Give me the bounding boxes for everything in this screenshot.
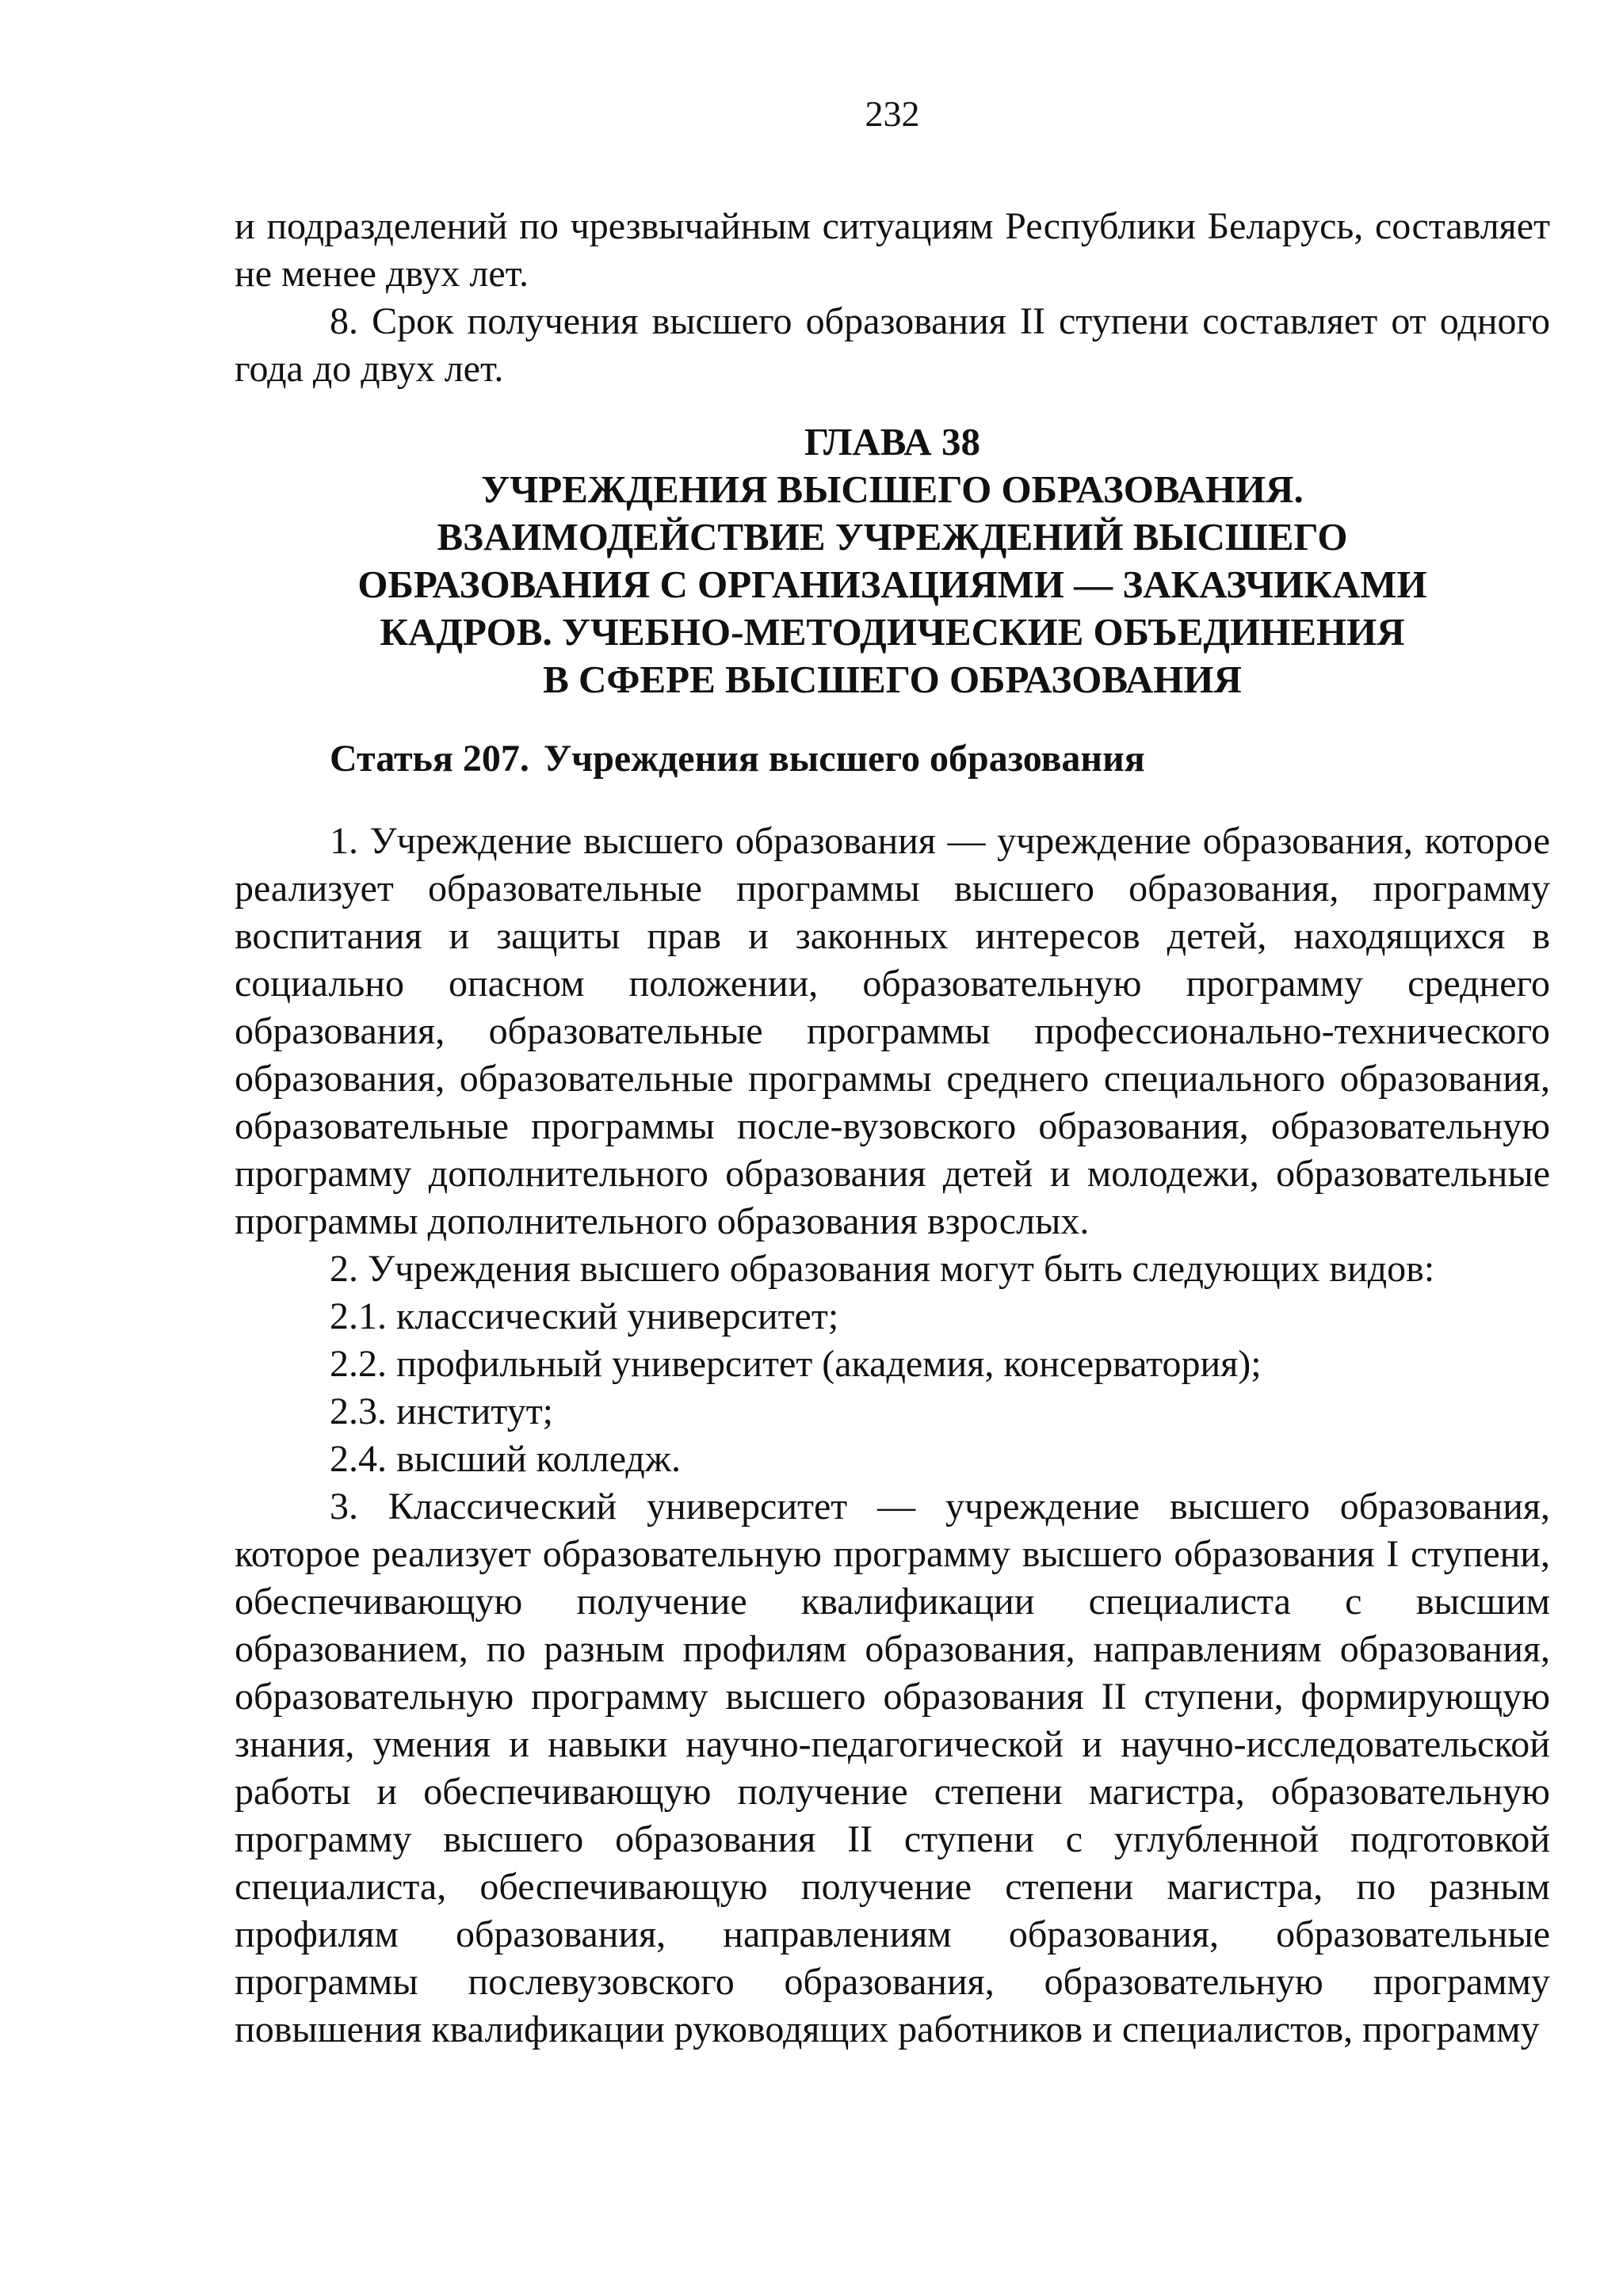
continuation-text (235, 203, 1550, 393)
chapter-title-line: УЧРЕЖДЕНИЯ ВЫСШЕГО ОБРАЗОВАНИЯ. (481, 467, 1304, 511)
paragraph-item-2-2: 2.2. профильный университет (академия, консерватория); (330, 1343, 1262, 1385)
paragraph-item-2-3: 2.3. институт; (330, 1390, 553, 1432)
article-title: Учреждения высшего образования (543, 738, 1145, 780)
paragraph-continued: и подразделений по чрезвычайным ситуациям Республики Беларусь, составляет не менее двух лет. (235, 205, 1550, 295)
paragraph-item-2-4: 2.4. высший колледж. (330, 1438, 681, 1480)
chapter-title-line: ОБРАЗОВАНИЯ С ОРГАНИЗАЦИЯМИ — ЗАКАЗЧИКАМИ (357, 563, 1427, 606)
paragraph-item-3: 3. Классический университет — учреждение высшего образования, которое реализует образовательную программу высшего образования I ступени, обеспечивающую получение квалификации специалиста с высшим образованием, по разным профилям образования, направлениям образования, образовательную программу высшего образования II ступени, формирующую знания, умения и навыки научно-педагогической и научно-исследовательской работы и обеспечивающую получение степени магистра, образовательную программу высшего образования II ступени с углубленной подготовкой специалиста, обеспечивающую получение степени магистра, по разным профилям образования, направлениям образования, образовательные программы послевузовского образования, образовательную программу повышения квалификации руководящих работников и специалистов, программу (235, 1486, 1550, 2050)
article-number: Статья 207. (330, 738, 529, 780)
paragraph-item-2-1: 2.1. классический университет; (330, 1295, 839, 1337)
chapter-title-line: ВЗАИМОДЕЙСТВИЕ УЧРЕЖДЕНИЙ ВЫСШЕГО (437, 515, 1348, 559)
paragraph-item-8: 8. Срок получения высшего образования II ступени составляет от одного года до двух лет. (235, 300, 1550, 390)
paragraph-item-1: 1. Учреждение высшего образования — учреждение образования, которое реализует образовательные программы высшего образования, программу воспитания и защиты прав и законных интересов детей, находящихся в социально опасном положении, образовательную программу среднего образования, образовательные программы профессионально-технического образования, образовательные программы среднего специального образования, образовательные программы после-вузовского образования, образовательную программу дополнительного образования детей и молодежи, образовательные программы дополнительного образования взрослых. (235, 820, 1550, 1242)
article-heading (330, 735, 1550, 783)
chapter-heading (235, 418, 1550, 704)
chapter-title-line: В СФЕРЕ ВЫСШЕГО ОБРАЗОВАНИЯ (543, 658, 1242, 701)
paragraph-item-2: 2. Учреждения высшего образования могут быть следующих видов: (330, 1248, 1435, 1290)
chapter-number: ГЛАВА 38 (804, 420, 980, 463)
article-body (235, 818, 1550, 2054)
page-number: 232 (865, 93, 920, 134)
chapter-title-line: КАДРОВ. УЧЕБНО-МЕТОДИЧЕСКИЕ ОБЪЕДИНЕНИЯ (380, 610, 1405, 654)
